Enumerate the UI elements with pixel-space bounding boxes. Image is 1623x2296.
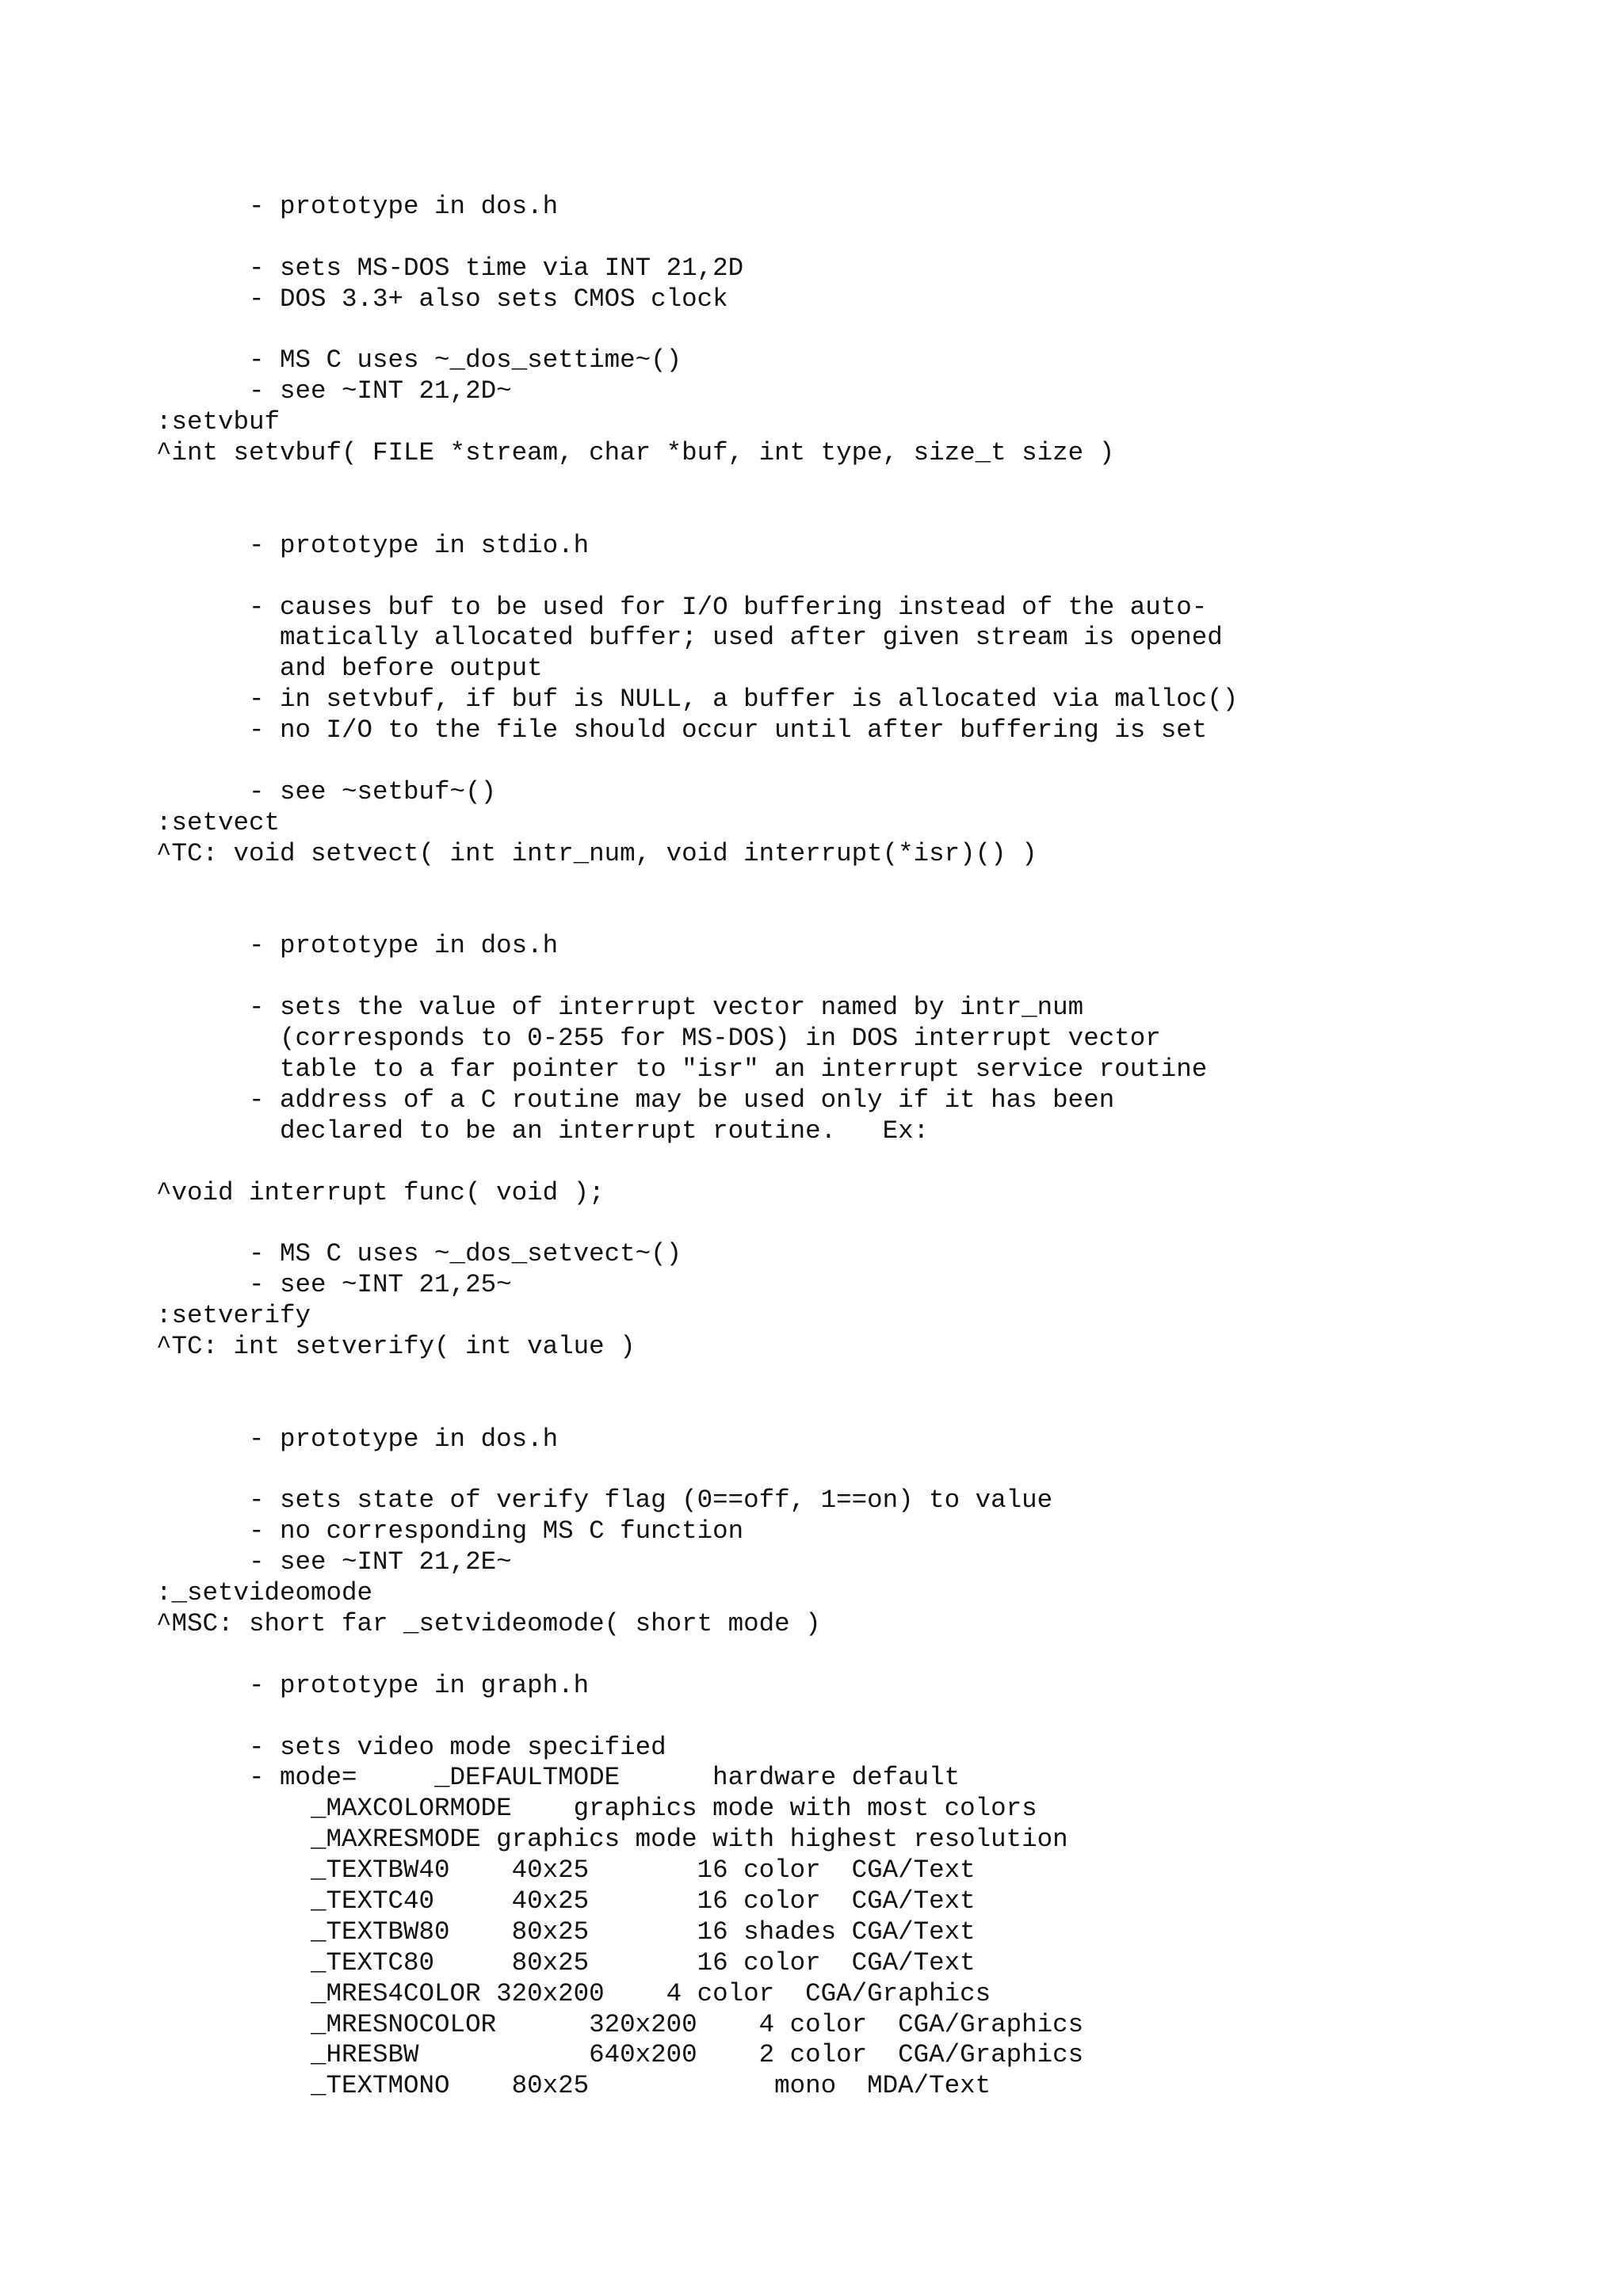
text-line: :setvect xyxy=(156,807,281,837)
text-line: ^TC: int setverify( int value ) xyxy=(156,1331,636,1361)
text-line: - prototype in dos.h xyxy=(156,192,559,221)
text-line: - sets video mode specified xyxy=(156,1732,666,1762)
text-line: :_setvideomode xyxy=(156,1578,373,1608)
text-line: - address of a C routine may be used only if it has been xyxy=(156,1085,1115,1115)
text-line: - see ~INT 21,25~ xyxy=(156,1270,512,1300)
text-line: (corresponds to 0-255 for MS-DOS) in DOS interrupt vector xyxy=(156,1024,1161,1054)
text-line: - causes buf to be used for I/O buffering instead of the auto- xyxy=(156,592,1208,622)
text-line: - see ~INT 21,2E~ xyxy=(156,1547,512,1577)
text-line: _TEXTC40 40x25 16 color CGA/Text xyxy=(156,1886,976,1916)
text-line: _TEXTBW80 80x25 16 shades CGA/Text xyxy=(156,1917,976,1947)
text-line xyxy=(156,1702,1238,1733)
text-line xyxy=(156,315,1238,346)
text-line: _TEXTC80 80x25 16 color CGA/Text xyxy=(156,1947,976,1978)
text-line xyxy=(156,500,1238,531)
text-line: ^void interrupt func( void ); xyxy=(156,1177,605,1207)
text-line: - mode= _DEFAULTMODE hardware default xyxy=(156,1763,960,1793)
text-line: - sets MS-DOS time via INT 21,2D xyxy=(156,253,744,283)
text-line: - no corresponding MS C function xyxy=(156,1516,744,1547)
text-line: table to a far pointer to "isr" an interrupt service routine xyxy=(156,1054,1208,1084)
text-line: _HRESBW 640x200 2 color CGA/Graphics xyxy=(156,2040,1084,2070)
text-line xyxy=(156,1455,1238,1486)
text-line: - prototype in graph.h xyxy=(156,1670,590,1700)
text-line xyxy=(156,1208,1238,1239)
text-line xyxy=(156,746,1238,777)
text-line: - in setvbuf, if buf is NULL, a buffer is allocated via malloc() xyxy=(156,685,1239,715)
text-line: :setverify xyxy=(156,1301,311,1331)
text-line xyxy=(156,870,1238,901)
text-line: ^TC: void setvect( int intr_num, void interrupt(*isr)() ) xyxy=(156,838,1037,868)
text-line: _MAXCOLORMODE graphics mode with most colors xyxy=(156,1794,1037,1824)
text-line xyxy=(156,562,1238,593)
text-line: - sets the value of interrupt vector named by intr_num xyxy=(156,993,1084,1023)
text-line xyxy=(156,1363,1238,1394)
text-line: - prototype in dos.h xyxy=(156,1424,559,1454)
text-line: - see ~INT 21,2D~ xyxy=(156,376,512,406)
text-line: - prototype in dos.h xyxy=(156,931,559,961)
document-text xyxy=(156,192,1238,2102)
text-line: - MS C uses ~_dos_settime~() xyxy=(156,345,682,376)
text-line: _TEXTBW40 40x25 16 color CGA/Text xyxy=(156,1855,976,1886)
text-line: _MRES4COLOR 320x200 4 color CGA/Graphics xyxy=(156,1978,991,2008)
text-line: :setvbuf xyxy=(156,407,281,437)
text-line: declared to be an interrupt routine. Ex: xyxy=(156,1116,930,1146)
text-line: - no I/O to the file should occur until after buffering is set xyxy=(156,715,1208,746)
text-line xyxy=(156,900,1238,931)
text-line: _MAXRESMODE graphics mode with highest resolution xyxy=(156,1825,1068,1855)
text-line: matically allocated buffer; used after given stream is opened xyxy=(156,623,1223,653)
text-line: _TEXTMONO 80x25 mono MDA/Text xyxy=(156,2071,991,2101)
text-line: ^MSC: short far _setvideomode( short mode ) xyxy=(156,1608,821,1638)
text-line: ^int setvbuf( FILE *stream, char *buf, int type, size_t size ) xyxy=(156,438,1115,468)
text-line: - DOS 3.3+ also sets CMOS clock xyxy=(156,284,728,314)
text-line: and before output xyxy=(156,654,543,684)
text-line xyxy=(156,223,1238,254)
text-line: - MS C uses ~_dos_setvect~() xyxy=(156,1239,682,1269)
text-line xyxy=(156,469,1238,500)
text-line xyxy=(156,962,1238,993)
text-line: - sets state of verify flag (0==off, 1==on) to value xyxy=(156,1486,1053,1516)
text-line xyxy=(156,1394,1238,1425)
text-line xyxy=(156,1147,1238,1178)
text-line: - prototype in stdio.h xyxy=(156,530,590,560)
text-line xyxy=(156,1640,1238,1671)
text-line: _MRESNOCOLOR 320x200 4 color CGA/Graphics xyxy=(156,2009,1084,2039)
text-line: - see ~setbuf~() xyxy=(156,776,497,807)
